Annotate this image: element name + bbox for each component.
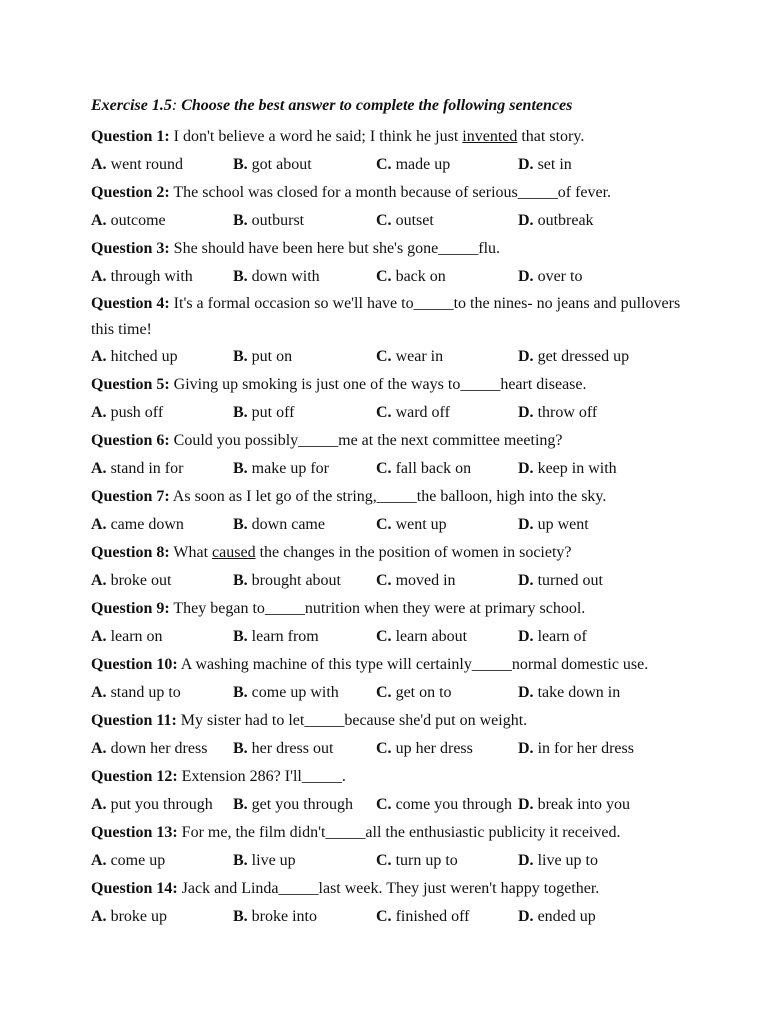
question-list (91, 123, 691, 931)
option-letter: B. (233, 908, 248, 925)
answer-option-d[interactable] (518, 207, 594, 235)
answer-options (91, 455, 691, 483)
answer-option-b[interactable] (233, 679, 376, 707)
option-text: live up (251, 852, 296, 869)
option-text: put you through (110, 796, 213, 813)
question-6 (91, 427, 691, 455)
question-number: Question 1: (91, 128, 170, 145)
answer-option-a[interactable] (91, 151, 233, 179)
question-8 (91, 539, 691, 567)
answer-option-d[interactable] (518, 399, 597, 427)
question-1 (91, 123, 691, 151)
question-text-end: that story. (517, 128, 585, 145)
question-text: What (173, 544, 213, 561)
option-letter: B. (233, 460, 248, 477)
question-7 (91, 483, 691, 511)
exercise-content (91, 95, 691, 931)
answer-options (91, 903, 691, 931)
answer-option-b[interactable] (233, 791, 376, 819)
option-letter: B. (233, 156, 248, 173)
answer-options (91, 567, 691, 595)
question-number: Question 5: (91, 376, 170, 393)
option-letter: A. (91, 796, 107, 813)
option-text: through with (110, 268, 193, 285)
question-number: Question 6: (91, 432, 170, 449)
option-text: down came (251, 516, 325, 533)
answer-option-d[interactable] (518, 567, 603, 595)
option-text: outcome (110, 212, 166, 229)
option-letter: B. (233, 852, 248, 869)
option-text: ward off (395, 404, 450, 421)
answer-option-b[interactable] (233, 847, 376, 875)
option-letter: D. (518, 460, 534, 477)
option-text: keep in with (537, 460, 617, 477)
option-letter: B. (233, 404, 248, 421)
option-text: live up to (537, 852, 598, 869)
option-letter: A. (91, 908, 107, 925)
option-text: put off (251, 404, 295, 421)
question-text: The school was closed for a month because of serious_____of fever. (173, 184, 612, 201)
answer-option-b[interactable] (233, 455, 376, 483)
option-text: set in (537, 156, 572, 173)
option-letter: B. (233, 796, 248, 813)
question-4 (91, 291, 691, 343)
option-text: get on to (395, 684, 452, 701)
option-text: turned out (537, 572, 603, 589)
option-text: got about (251, 156, 312, 173)
option-letter: B. (233, 268, 248, 285)
option-letter: B. (233, 516, 248, 533)
option-text: came down (110, 516, 184, 533)
option-letter: D. (518, 516, 534, 533)
question-text: Giving up smoking is just one of the ways to_____heart disease. (173, 376, 587, 393)
option-text: break into you (537, 796, 630, 813)
option-text: down with (251, 268, 320, 285)
option-letter: B. (233, 740, 248, 757)
answer-options (91, 511, 691, 539)
answer-option-c[interactable] (376, 679, 518, 707)
answer-option-a[interactable] (91, 399, 233, 427)
answer-option-a[interactable] (91, 847, 233, 875)
question-text: Could you possibly_____me at the next committee meeting? (173, 432, 563, 449)
option-letter: D. (518, 572, 534, 589)
option-letter: A. (91, 628, 107, 645)
option-letter: C. (376, 684, 392, 701)
exercise-instruction: Choose the best answer to complete the following sentences (181, 97, 573, 114)
option-letter: A. (91, 572, 107, 589)
question-text: She should have been here but she's gone_____flu. (173, 240, 501, 257)
question-number: Question 7: (91, 488, 170, 505)
question-text-end: the changes in the position of women in society? (255, 544, 572, 561)
option-letter: D. (518, 212, 534, 229)
question-text: I don't believe a word he said; I think he just (173, 128, 463, 145)
answer-option-d[interactable] (518, 847, 598, 875)
question-number: Question 4: (91, 295, 170, 312)
option-text: up her dress (395, 740, 473, 757)
answer-option-d[interactable] (518, 735, 634, 763)
option-text: outburst (251, 212, 305, 229)
answer-options (91, 679, 691, 707)
option-letter: D. (518, 852, 534, 869)
answer-option-c[interactable] (376, 455, 518, 483)
option-text: stand in for (110, 460, 184, 477)
option-letter: B. (233, 212, 248, 229)
option-letter: D. (518, 156, 534, 173)
question-number: Question 14: (91, 880, 178, 897)
answer-options (91, 263, 691, 291)
option-letter: D. (518, 348, 534, 365)
option-text: throw off (537, 404, 598, 421)
option-letter: C. (376, 156, 392, 173)
question-3 (91, 235, 691, 263)
option-text: hitched up (110, 348, 178, 365)
option-letter: C. (376, 572, 392, 589)
option-text: broke into (251, 908, 317, 925)
option-letter: C. (376, 212, 392, 229)
option-letter: B. (233, 628, 248, 645)
option-text: turn up to (395, 852, 458, 869)
answer-options (91, 847, 691, 875)
option-text: come up with (251, 684, 339, 701)
option-letter: D. (518, 684, 534, 701)
answer-option-c[interactable] (376, 735, 518, 763)
question-number: Question 2: (91, 184, 170, 201)
answer-options (91, 791, 691, 819)
answer-option-d[interactable] (518, 679, 620, 707)
option-letter: C. (376, 404, 392, 421)
question-number: Question 12: (91, 768, 178, 785)
option-letter: C. (376, 796, 392, 813)
answer-option-c[interactable] (376, 511, 518, 539)
option-letter: B. (233, 684, 248, 701)
question-number: Question 3: (91, 240, 170, 257)
question-14 (91, 875, 691, 903)
question-number: Question 9: (91, 600, 170, 617)
option-letter: C. (376, 908, 392, 925)
question-text: My sister had to let_____because she'd put on weight. (180, 712, 528, 729)
answer-option-b[interactable] (233, 399, 376, 427)
option-text: up went (537, 516, 589, 533)
option-text: down her dress (110, 740, 208, 757)
option-letter: A. (91, 852, 107, 869)
option-text: come you through (395, 796, 512, 813)
question-text: They began to_____nutrition when they were at primary school. (173, 600, 586, 617)
question-text: It's a formal occasion so we'll have to_____to the nines- no jeans and pullovers this time! (91, 295, 681, 338)
answer-option-b[interactable] (233, 903, 376, 931)
question-9 (91, 595, 691, 623)
answer-options (91, 151, 691, 179)
answer-option-b[interactable] (233, 511, 376, 539)
option-text: made up (395, 156, 451, 173)
option-text: went up (395, 516, 447, 533)
option-letter: A. (91, 348, 107, 365)
answer-option-b[interactable] (233, 567, 376, 595)
option-letter: A. (91, 516, 107, 533)
option-letter: C. (376, 628, 392, 645)
option-text: learn on (110, 628, 163, 645)
underlined-word: caused (212, 544, 256, 561)
option-text: moved in (395, 572, 456, 589)
option-letter: A. (91, 212, 107, 229)
option-text: back on (395, 268, 446, 285)
option-text: finished off (395, 908, 470, 925)
option-text: wear in (395, 348, 444, 365)
option-letter: C. (376, 852, 392, 869)
option-text: make up for (251, 460, 329, 477)
option-text: come up (110, 852, 166, 869)
option-letter: D. (518, 628, 534, 645)
option-text: take down in (537, 684, 621, 701)
question-number: Question 13: (91, 824, 178, 841)
answer-option-a[interactable] (91, 455, 233, 483)
answer-option-c[interactable] (376, 343, 518, 371)
answer-option-a[interactable] (91, 207, 233, 235)
option-text: went round (110, 156, 183, 173)
answer-option-a[interactable] (91, 735, 233, 763)
exercise-title: Exercise 1.5: Choose the best answer to complete the following sentences (91, 97, 573, 114)
answer-option-c[interactable] (376, 399, 518, 427)
option-letter: D. (518, 404, 534, 421)
option-letter: B. (233, 348, 248, 365)
answer-option-a[interactable] (91, 343, 233, 371)
answer-option-c[interactable] (376, 623, 518, 651)
question-text: Jack and Linda_____last week. They just weren't happy together. (181, 880, 600, 897)
option-text: in for her dress (537, 740, 634, 757)
answer-option-c[interactable] (376, 207, 518, 235)
option-letter: D. (518, 740, 534, 757)
answer-option-d[interactable] (518, 791, 630, 819)
answer-option-d[interactable] (518, 455, 617, 483)
option-letter: A. (91, 268, 107, 285)
option-letter: C. (376, 516, 392, 533)
option-text: ended up (537, 908, 596, 925)
option-text: broke out (110, 572, 172, 589)
answer-option-c[interactable] (376, 903, 518, 931)
answer-option-b[interactable] (233, 263, 376, 291)
option-text: over to (537, 268, 583, 285)
question-text: As soon as I let go of the string,_____the balloon, high into the sky. (172, 488, 607, 505)
answer-options (91, 399, 691, 427)
option-letter: A. (91, 740, 107, 757)
answer-options (91, 735, 691, 763)
option-letter: D. (518, 268, 534, 285)
option-text: get you through (251, 796, 353, 813)
answer-option-d[interactable] (518, 511, 589, 539)
question-number: Question 11: (91, 712, 177, 729)
option-letter: C. (376, 348, 392, 365)
answer-option-d[interactable] (518, 903, 596, 931)
answer-option-c[interactable] (376, 263, 518, 291)
answer-option-c[interactable] (376, 567, 518, 595)
answer-option-b[interactable] (233, 207, 376, 235)
option-text: broke up (110, 908, 167, 925)
option-letter: D. (518, 796, 534, 813)
answer-option-b[interactable] (233, 623, 376, 651)
question-number: Question 10: (91, 656, 178, 673)
answer-options (91, 623, 691, 651)
option-text: learn from (251, 628, 319, 645)
question-2 (91, 179, 691, 207)
question-5 (91, 371, 691, 399)
option-letter: A. (91, 684, 107, 701)
answer-option-d[interactable] (518, 623, 587, 651)
answer-option-b[interactable] (233, 343, 376, 371)
option-text: fall back on (395, 460, 472, 477)
option-letter: B. (233, 572, 248, 589)
answer-options (91, 207, 691, 235)
question-10 (91, 651, 691, 679)
answer-option-a[interactable] (91, 567, 233, 595)
answer-options (91, 343, 691, 371)
option-letter: A. (91, 156, 107, 173)
answer-option-b[interactable] (233, 151, 376, 179)
answer-option-a[interactable] (91, 791, 233, 819)
option-text: her dress out (251, 740, 334, 757)
answer-option-c[interactable] (376, 847, 518, 875)
option-letter: C. (376, 460, 392, 477)
option-text: brought about (251, 572, 341, 589)
answer-option-a[interactable] (91, 903, 233, 931)
option-text: get dressed up (537, 348, 630, 365)
option-letter: A. (91, 404, 107, 421)
option-letter: C. (376, 268, 392, 285)
option-text: push off (110, 404, 164, 421)
question-12 (91, 763, 691, 791)
option-text: outset (395, 212, 434, 229)
answer-option-c[interactable] (376, 791, 518, 819)
answer-option-a[interactable] (91, 511, 233, 539)
answer-option-c[interactable] (376, 151, 518, 179)
option-text: learn about (395, 628, 468, 645)
answer-option-a[interactable] (91, 679, 233, 707)
option-letter: D. (518, 908, 534, 925)
answer-option-a[interactable] (91, 623, 233, 651)
answer-option-a[interactable] (91, 263, 233, 291)
question-11 (91, 707, 691, 735)
option-text: put on (251, 348, 293, 365)
option-text: learn of (537, 628, 587, 645)
answer-option-d[interactable] (518, 343, 629, 371)
question-text: A washing machine of this type will certainly_____normal domestic use. (180, 656, 649, 673)
question-number: Question 8: (91, 544, 170, 561)
question-text: For me, the film didn't_____all the enthusiastic publicity it received. (181, 824, 621, 841)
underlined-word: invented (462, 128, 518, 145)
option-text: stand up to (110, 684, 181, 701)
exercise-label: Exercise 1.5 (91, 97, 172, 114)
option-letter: A. (91, 460, 107, 477)
answer-option-b[interactable] (233, 735, 376, 763)
question-text: Extension 286? I'll_____. (181, 768, 346, 785)
question-13 (91, 819, 691, 847)
option-letter: C. (376, 740, 392, 757)
answer-option-d[interactable] (518, 263, 582, 291)
option-text: outbreak (537, 212, 594, 229)
answer-option-d[interactable] (518, 151, 572, 179)
